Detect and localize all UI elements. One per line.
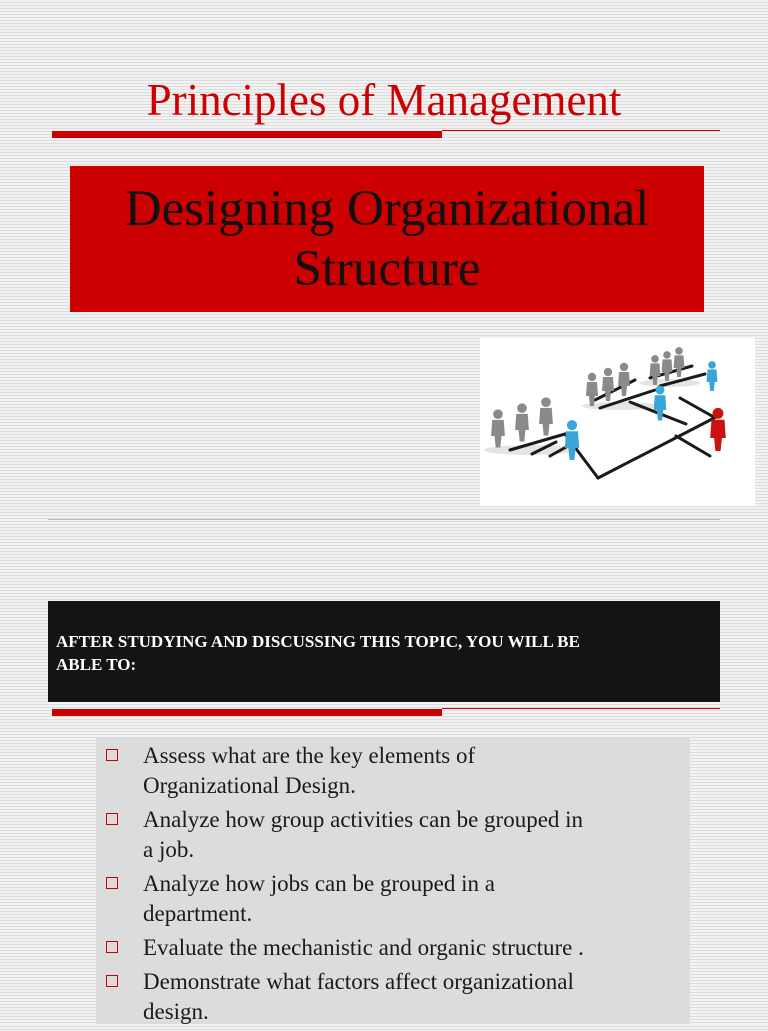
- square-bullet-icon: [106, 941, 118, 953]
- objectives-list-panel: [96, 737, 690, 1024]
- list-item-line-2: Organizational Design.: [143, 773, 356, 798]
- title-underline-thin: [442, 130, 720, 131]
- objectives-list: [96, 741, 690, 1031]
- slide-divider: [48, 519, 720, 520]
- square-bullet-icon: [106, 749, 118, 761]
- subtitle-line-2: Structure: [293, 241, 481, 297]
- objective-heading-line-1: AFTER STUDYING AND DISCUSSING THIS TOPIC, YOU WILL BE: [56, 632, 580, 651]
- title-underline-thick: [52, 131, 442, 138]
- objective-banner: [48, 601, 720, 702]
- square-bullet-icon: [106, 813, 118, 825]
- list-item-line-1: Demonstrate what factors affect organizational: [143, 969, 574, 994]
- list-item: [96, 869, 690, 929]
- list-item-line-1: Analyze how jobs can be grouped in a: [143, 871, 495, 896]
- list-item-line-2: a job.: [143, 837, 195, 862]
- subtitle-line-1: Designing Organizational: [124, 181, 650, 237]
- subtitle-banner: [70, 166, 704, 312]
- objective-underline-thick: [52, 709, 442, 716]
- list-item: [96, 967, 690, 1027]
- list-item-line-2: department.: [143, 901, 253, 926]
- slide-subtitle: [125, 179, 650, 299]
- square-bullet-icon: [106, 877, 118, 889]
- list-item-line-1: Assess what are the key elements of: [143, 743, 476, 768]
- square-bullet-icon: [106, 975, 118, 987]
- list-item: [96, 741, 690, 801]
- list-item: [96, 805, 690, 865]
- list-item-line-1: Analyze how group activities can be grouped in: [143, 807, 584, 832]
- objective-heading: [56, 630, 706, 676]
- slide-title: Principles of Management: [146, 75, 622, 125]
- list-item-line-2: design.: [143, 999, 209, 1024]
- objective-underline-thin: [442, 708, 720, 709]
- org-chart-people-icon: [480, 338, 755, 506]
- objective-heading-line-2: ABLE TO:: [56, 655, 137, 674]
- list-item: [96, 933, 690, 963]
- list-item-line-1: Evaluate the mechanistic and organic structure .: [143, 935, 584, 960]
